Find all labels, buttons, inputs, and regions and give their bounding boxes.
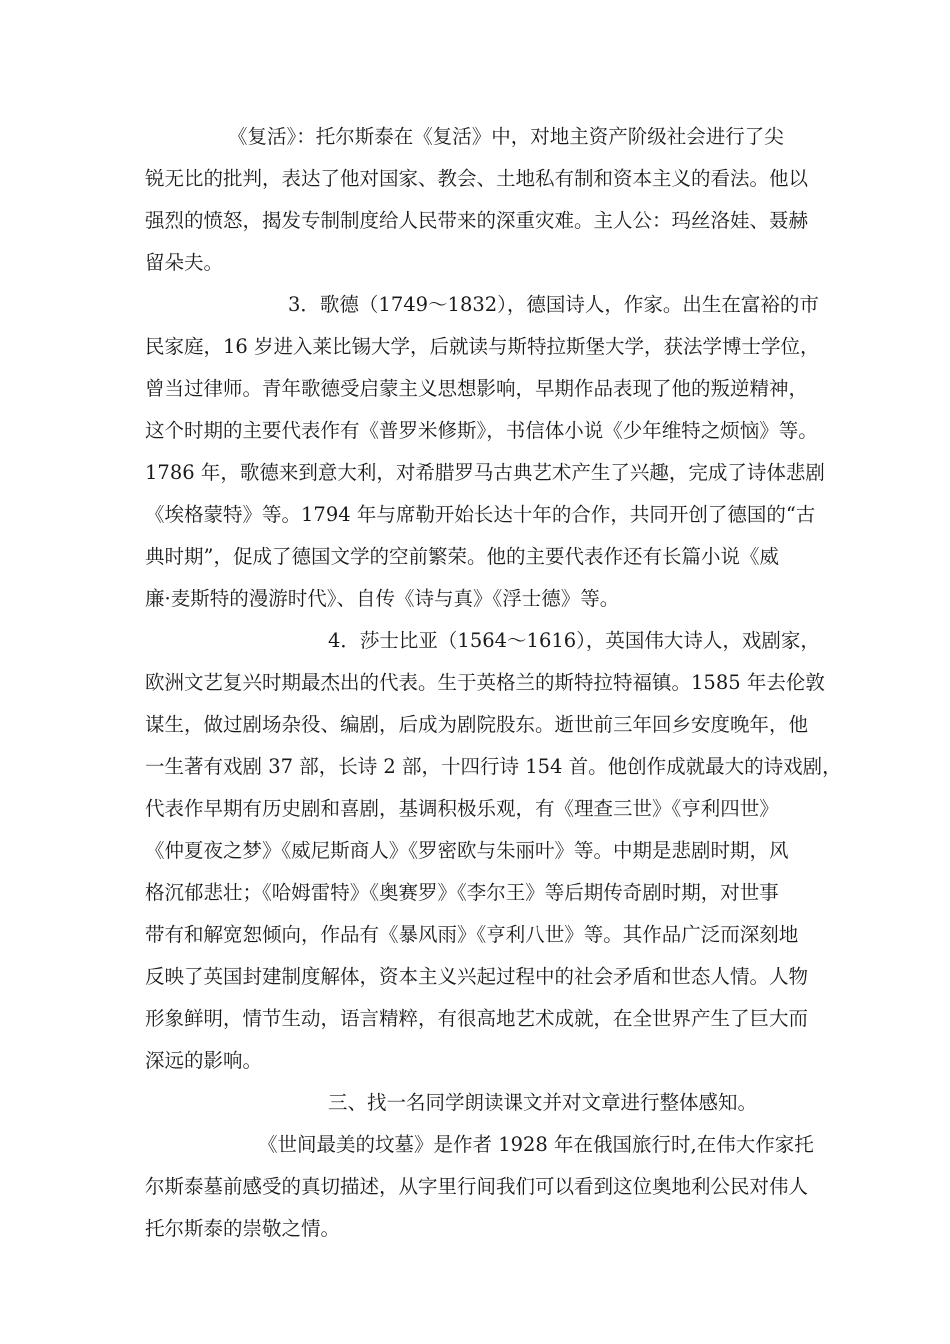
- text-line: 锐无比的批判，表达了他对国家、教会、土地私有制和资本主义的看法。他以: [145, 167, 809, 190]
- text-line: 《世间最美的坟墓》是作者 1928 年在俄国旅行时,在伟大作家托: [258, 1133, 814, 1156]
- text-line: 3．歌德（1749～1832），德国诗人，作家。出生在富裕的市: [288, 293, 819, 316]
- section-heading-text: 三、找一名同学朗读课文并对文章进行整体感知。: [328, 1091, 758, 1114]
- text-line: 这个时期的主要代表作有《普罗米修斯》，书信体小说《少年维特之烦恼》等。: [145, 419, 818, 442]
- text-line: 代表作早期有历史剧和喜剧，基调积极乐观，有《理查三世》《亨利四世》: [145, 797, 779, 820]
- text-line: 1786 年，歌德来到意大利，对希腊罗马古典艺术产生了兴趣，完成了诗体悲剧: [145, 461, 825, 484]
- text-line: 带有和解宽恕倾向，作品有《暴风雨》《亨利八世》等。其作品广泛而深刻地: [145, 923, 799, 946]
- text-line: 典时期”，促成了德国文学的空前繁荣。他的主要代表作还有长篇小说《威: [145, 545, 779, 568]
- text-line: 廉·麦斯特的漫游时代》、自传《诗与真》《浮士德》等。: [145, 587, 620, 610]
- text-line: 《仲夏夜之梦》《威尼斯商人》《罗密欧与朱丽叶》等。中期是悲剧时期，风: [145, 839, 789, 862]
- text-line: 《复活》：托尔斯泰在《复活》中，对地主资产阶级社会进行了尖: [228, 125, 784, 148]
- text-line: 强烈的愤怒，揭发专制制度给人民带来的深重灾难。主人公：玛丝洛娃、聂赫: [145, 209, 809, 232]
- text-line: 尔斯泰墓前感受的真切描述，从字里行间我们可以看到这位奥地利公民对伟人: [145, 1175, 809, 1198]
- text-line: 《埃格蒙特》等。1794 年与席勒开始长达十年的合作，共同开创了德国的“古: [145, 503, 816, 526]
- text-line: 格沉郁悲壮；《哈姆雷特》《奥赛罗》《李尔王》等后期传奇剧时期，对世事: [145, 881, 779, 904]
- text-line: 留朵夫。: [145, 251, 224, 274]
- text-line: 曾当过律师。青年歌德受启蒙主义思想影响，早期作品表现了他的叛逆精神，: [145, 377, 809, 400]
- text-line: 一生著有戏剧 37 部，长诗 2 部，十四行诗 154 首。他创作成就最大的诗戏剧，: [145, 755, 842, 778]
- text-line: 托尔斯泰的崇敬之情。: [145, 1217, 341, 1240]
- text-line: 深远的影响。: [145, 1049, 263, 1072]
- text-line: 谋生，做过剧场杂役、编剧，后成为剧院股东。逝世前三年回乡安度晚年，他: [145, 713, 809, 736]
- text-line: 反映了英国封建制度解体，资本主义兴起过程中的社会矛盾和世态人情。人物: [145, 965, 809, 988]
- text-line: 民家庭，16 岁进入莱比锡大学，后就读与斯特拉斯堡大学，获法学博士学位，: [145, 335, 820, 358]
- text-line: 4．莎士比亚（1564～1616），英国伟大诗人，戏剧家，: [328, 629, 820, 652]
- text-line: 欧洲文艺复兴时期最杰出的代表。生于英格兰的斯特拉特福镇。1585 年去伦敦: [145, 671, 825, 694]
- text-line: 形象鲜明，情节生动，语言精粹，有很高地艺术成就，在全世界产生了巨大而: [145, 1007, 809, 1030]
